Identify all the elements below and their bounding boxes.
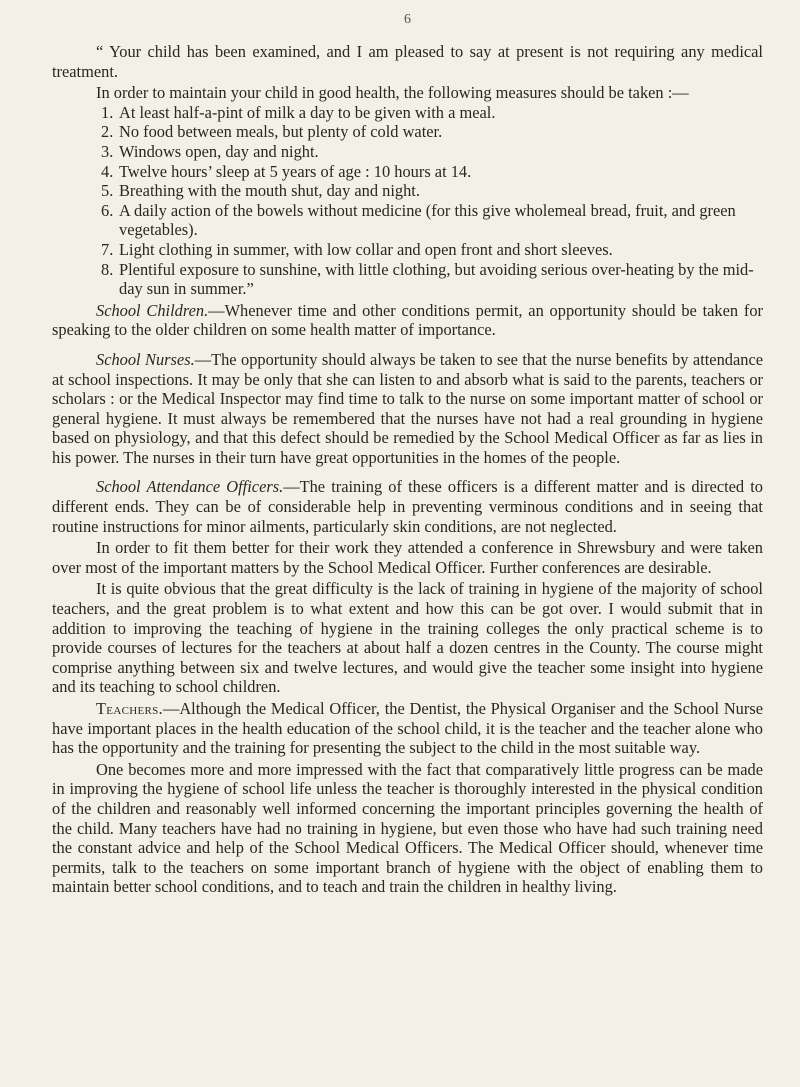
attendance-officers-text: —The training of these officers is a different matter and is directed to different ends. They can be of considerable help in preventing verminous conditions and in seeing that routine instructions for minor ailments, particularly skin conditions, are not neglected.: [52, 477, 763, 536]
item-text: Light clothing in summer, with low collar and open front and short sleeves.: [119, 239, 613, 259]
item-text: Twelve hours’ sleep at 5 years of age : 10 hours at 14.: [119, 161, 472, 181]
training-difficulty-paragraph: It is quite obvious that the great difficulty is the lack of training in hygiene of the majority of school teachers, and the great problem is to what extent and how this can be got over. I would submit that in addition to improving the teaching of hygiene in the training colleges the only practical scheme is to provide courses of lectures for the teachers at about half a dozen centres in the County. The course might comprise anything between six and twelve lectures, and would give the teacher some insight into hygiene and its teaching to school children.: [52, 579, 763, 697]
progress-paragraph: One becomes more and more impressed with the fact that comparatively little progress can be made in improving the hygiene of school life unless the teacher is thoroughly interested in the physical condition of the children and reasonably well informed concerning the important principles governing the health of the child. Many teachers have had no training in hygiene, but even those who have had such training need the constant advice and help of the School Medical Officers. The Medical Officer should, whenever time permits, talk to the teachers on some important branch of hygiene with the object of enabling them to maintain better school conditions, and to teach and train the children in healthy living.: [52, 759, 763, 897]
conference-paragraph: In order to fit them better for their work they attended a conference in Shrewsbury and were taken over most of the important matters by the School Medical Officer. Further conferences are desirable.: [52, 538, 763, 577]
teachers-text: —Although the Medical Officer, the Dentist, the Physical Organiser and the School Nurse have important places in the health education of the school child, it is the teacher and the teacher alone who has the opportunity and the training for presenting the subject to the child in the most suitable way.: [52, 699, 763, 758]
school-children-text: —Whenever time and other conditions permit, an opportunity should be taken for speaking to the older children on some health matter of importance.: [52, 300, 763, 340]
item-number: 7.: [101, 239, 114, 259]
item-number: 4.: [101, 161, 114, 181]
list-item: [101, 162, 763, 182]
letter-opening: “ Your child has been examined, and I am pleased to say at present is not requiring any medical treatment.: [52, 42, 763, 81]
item-text: Breathing with the mouth shut, day and night.: [119, 181, 420, 201]
page-number: 6: [404, 12, 411, 27]
list-item: [101, 260, 763, 299]
school-nurses-heading: School Nurses.: [96, 349, 195, 369]
health-measures-list: [52, 103, 763, 299]
item-text: No food between meals, but plenty of cold water.: [119, 122, 443, 142]
list-item: [101, 181, 763, 201]
teachers-heading: Teachers.: [96, 699, 163, 718]
list-item: [101, 122, 763, 142]
list-item: [101, 240, 763, 260]
item-number: 3.: [101, 141, 114, 161]
item-number: 5.: [101, 181, 114, 201]
item-text: A daily action of the bowels without medicine (for this give wholemeal bread, fruit, and green vegetables).: [119, 200, 736, 240]
item-number: 8.: [101, 259, 114, 279]
school-nurses-text: —The opportunity should always be taken to see that the nurse benefits by attendance at school inspections. It may be only that she can listen to and absorb what is said to the parents, teachers or scholars : or the Medical Inspector may find time to talk to the nurse on some important matter of school or general hygiene. It must always be remembered that the nurses have not had a real grounding in hygiene based on physiology, and that this defect should be remedied by the School Medical Officer as far as lies in his power. The nurses in their turn have great opportunities in the homes of the people.: [52, 349, 763, 467]
attendance-officers-paragraph: [52, 477, 763, 536]
letter-intro: In order to maintain your child in good health, the following measures should be taken :—: [96, 83, 689, 103]
school-children-paragraph: [52, 301, 763, 340]
item-number: 1.: [101, 102, 114, 122]
teachers-paragraph: [52, 699, 763, 758]
item-number: 2.: [101, 122, 114, 142]
item-text: Plentiful exposure to sunshine, with little clothing, but avoiding serious over-heating by the mid-day sun in summer.”: [119, 259, 754, 299]
attendance-officers-heading: School Attendance Officers.: [96, 477, 284, 497]
item-text: At least half-a-pint of milk a day to be given with a meal.: [119, 102, 496, 122]
school-children-heading: School Children.: [96, 300, 209, 320]
list-item: [101, 201, 763, 240]
item-number: 6.: [101, 200, 114, 220]
item-text: Windows open, day and night.: [119, 141, 319, 161]
school-nurses-paragraph: [52, 350, 763, 468]
list-item: [101, 103, 763, 123]
list-item: [101, 142, 763, 162]
